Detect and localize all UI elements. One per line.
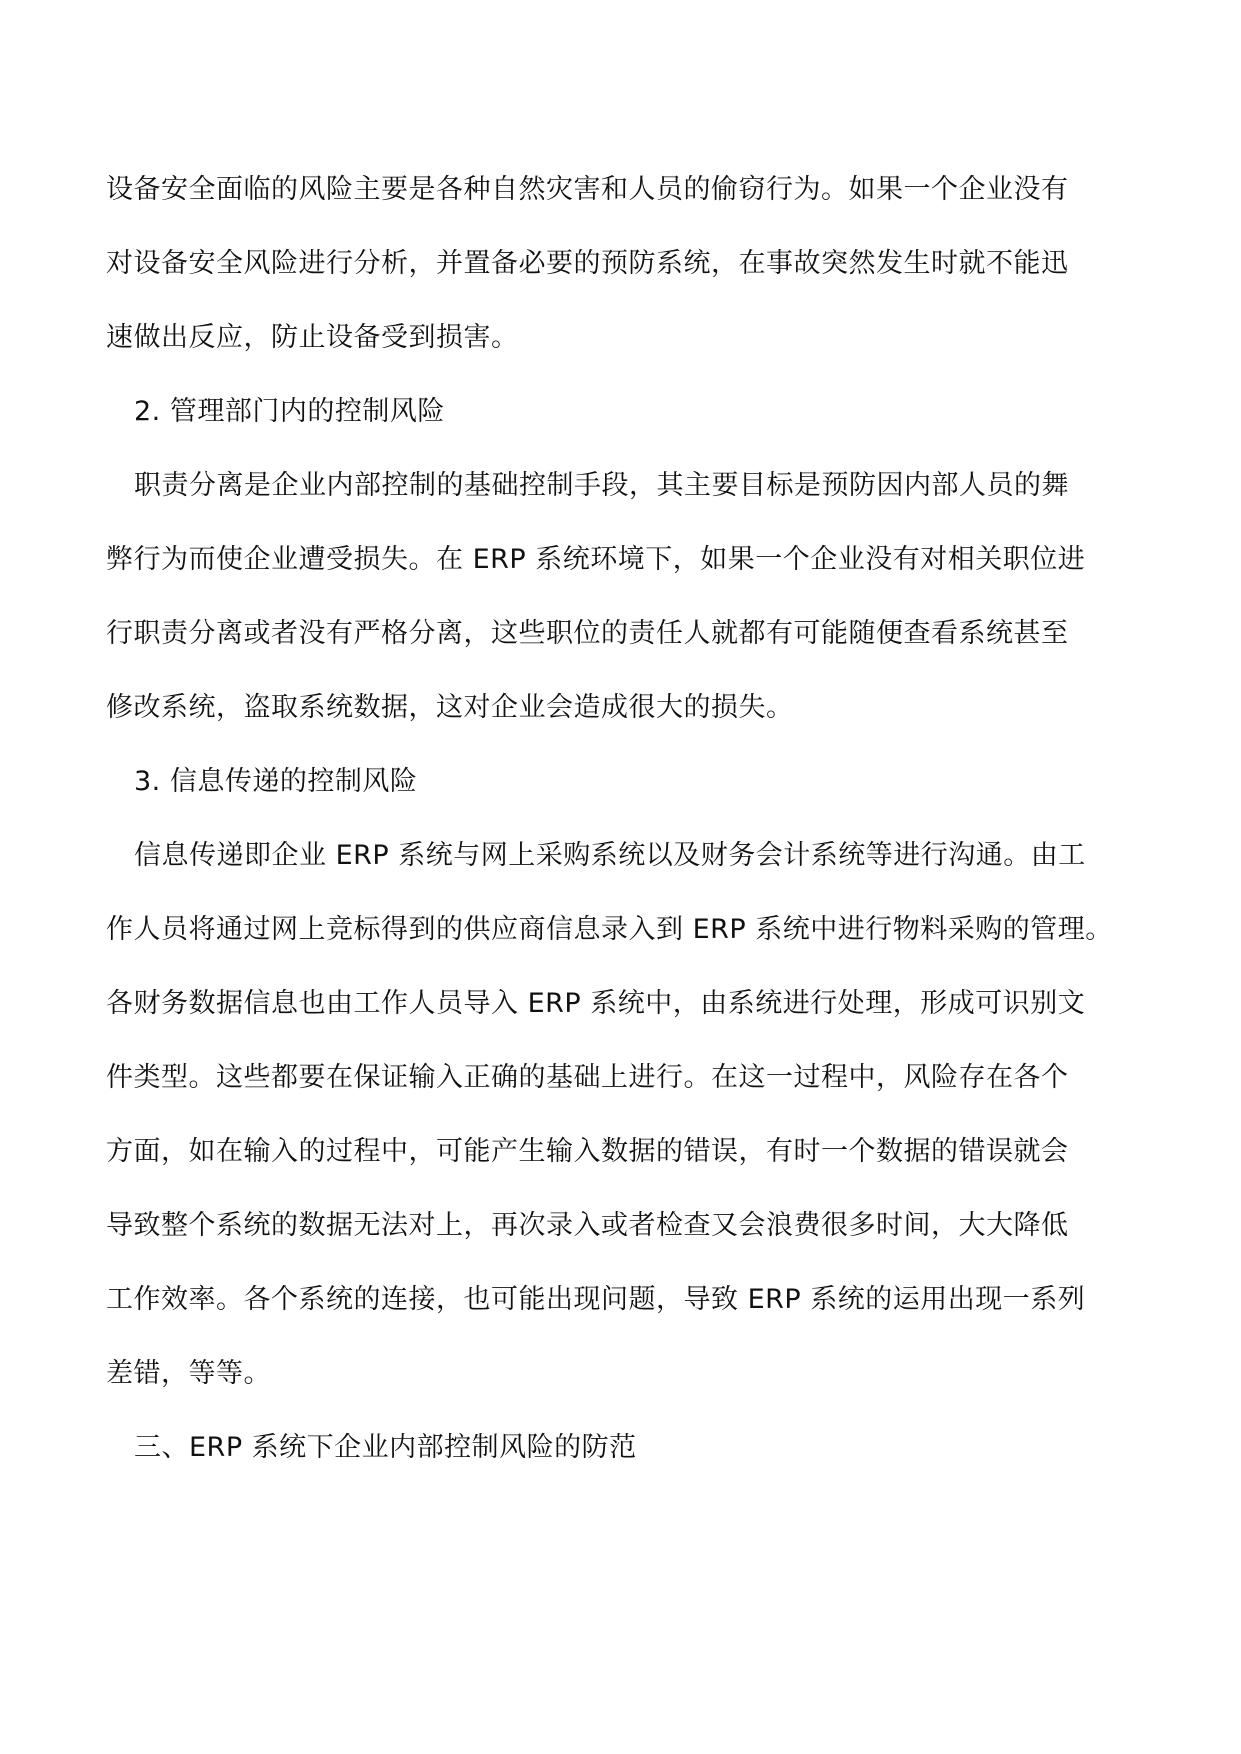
section-heading-3: 3. 信息传递的控制风险 [134,766,418,797]
paragraph1-line-2: 对设备安全风险进行分析，并置备必要的预防系统，在事故突然发生时就不能迅 [106,248,1069,279]
paragraph3-line-8: 差错，等等。 [106,1358,271,1389]
paragraph2-line-2: 弊行为而使企业遭受损失。在 ERP 系统环境下，如果一个企业没有对相关职位进 [106,544,1086,575]
paragraph1-line-1: 设备安全面临的风险主要是各种自然灾害和人员的偷窃行为。如果一个企业没有 [106,174,1069,205]
paragraph3-line-3: 各财务数据信息也由工作人员导入 ERP 系统中，由系统进行处理，形成可识别文 [106,988,1086,1019]
section-heading-three: 三、ERP 系统下企业内部控制风险的防范 [134,1432,637,1463]
paragraph3-line-7: 工作效率。各个系统的连接，也可能出现问题，导致 ERP 系统的运用出现一系列 [106,1284,1086,1315]
paragraph3-line-1: 信息传递即企业 ERP 系统与网上采购系统以及财务会计系统等进行沟通。由工 [134,840,1086,871]
paragraph1-line-3: 速做出反应，防止设备受到损害。 [106,322,519,353]
paragraph3-line-5: 方面，如在输入的过程中，可能产生输入数据的错误，有时一个数据的错误就会 [106,1136,1069,1167]
paragraph2-line-3: 行职责分离或者没有严格分离，这些职位的责任人就都有可能随便查看系统甚至 [106,618,1069,649]
section-heading-2: 2. 管理部门内的控制风险 [134,396,445,427]
paragraph3-line-2: 作人员将通过网上竞标得到的供应商信息录入到 ERP 系统中进行物料采购的管理。 [106,914,1113,945]
paragraph3-line-6: 导致整个系统的数据无法对上，再次录入或者检查又会浪费很多时间，大大降低 [106,1210,1069,1241]
paragraph3-line-4: 件类型。这些都要在保证输入正确的基础上进行。在这一过程中，风险存在各个 [106,1062,1069,1093]
paragraph2-line-4: 修改系统，盗取系统数据，这对企业会造成很大的损失。 [106,692,794,723]
paragraph2-line-1: 职责分离是企业内部控制的基础控制手段，其主要目标是预防因内部人员的舞 [134,470,1069,501]
